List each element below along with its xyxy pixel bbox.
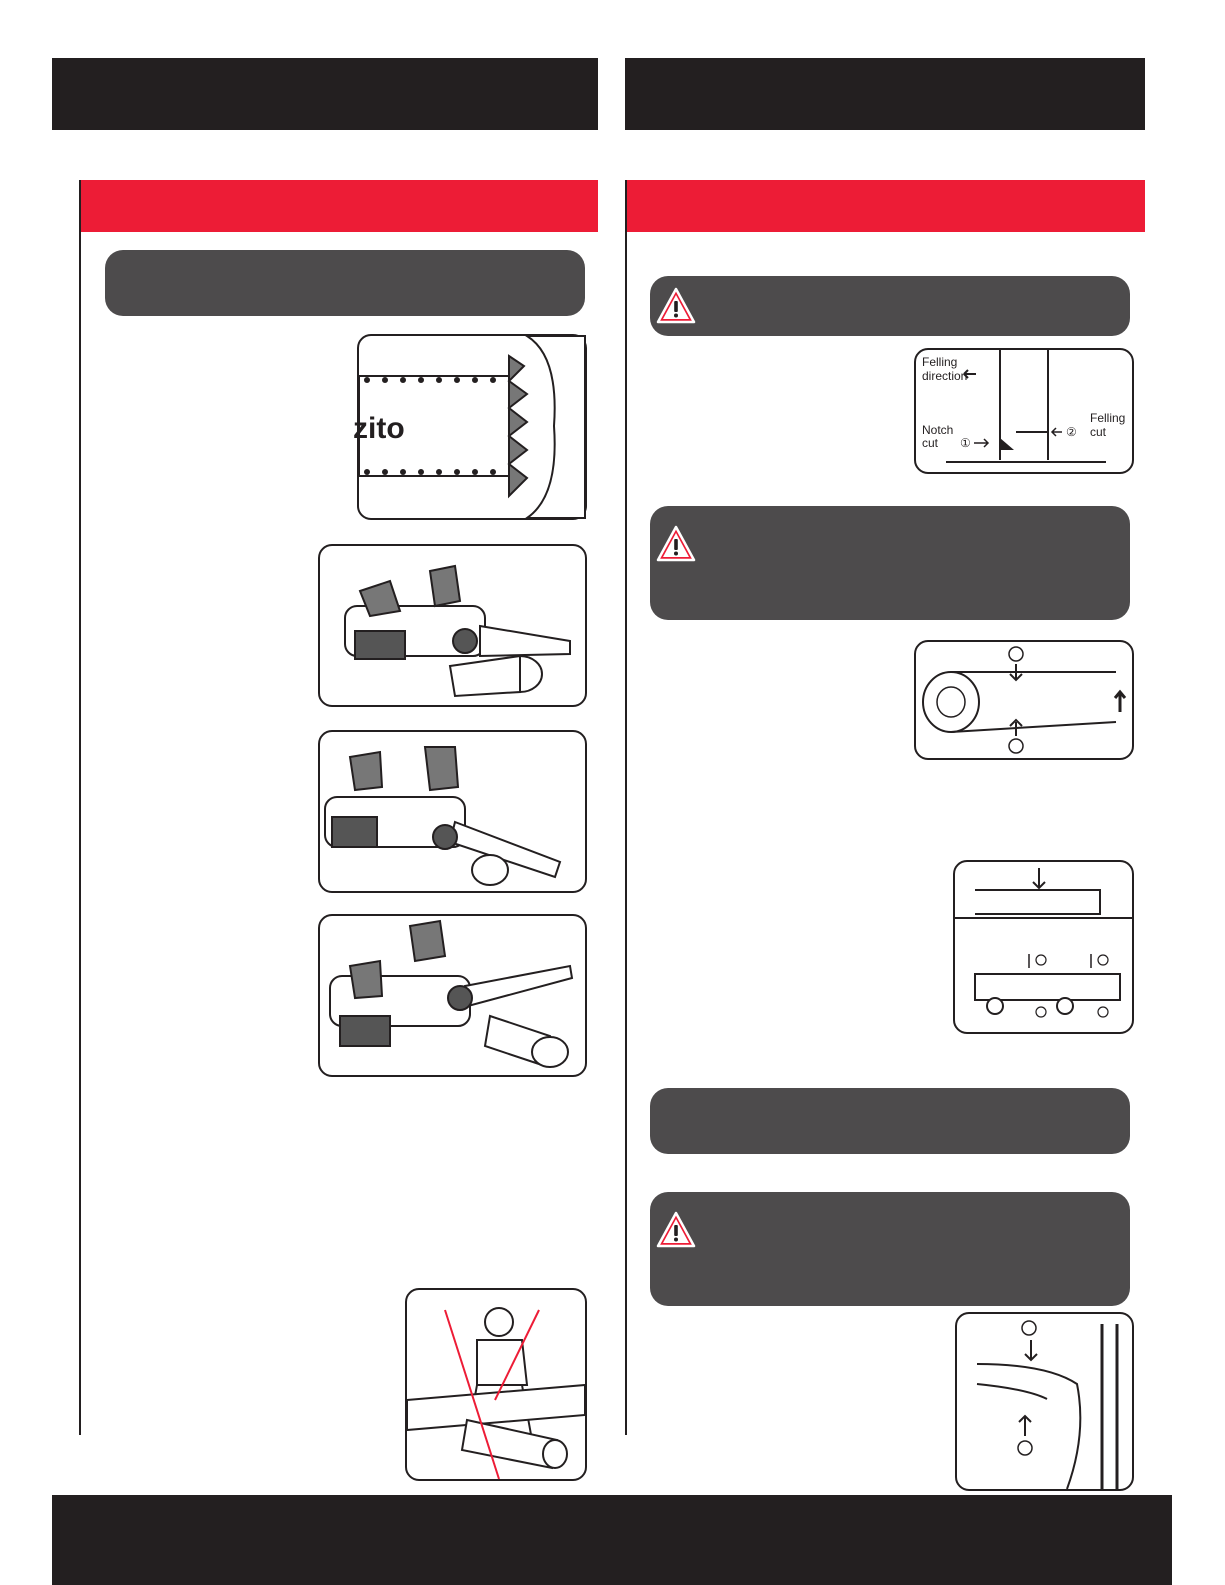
left-column-rule (79, 180, 81, 1435)
chainsaw-cutting-figure-1 (318, 544, 587, 707)
felling-cut-label-1: Felling (1090, 411, 1126, 425)
operator-stance-figure (405, 1288, 587, 1481)
left-section-header (80, 180, 598, 232)
left-page-header-bar (52, 58, 598, 130)
felling-direction-label-2: direction (922, 369, 968, 383)
right-column-rule (625, 180, 627, 1435)
chainsaw-cutting-figure-2 (318, 730, 587, 893)
warning-triangle-icon (656, 1210, 696, 1250)
left-subheading-pill (105, 250, 585, 316)
right-section-header (625, 180, 1145, 232)
chainsaw-cutting-figure-3 (318, 914, 587, 1077)
felling-cut-label-2: cut (1090, 425, 1107, 439)
marker-1: ① (960, 436, 971, 450)
warning-pill-3 (650, 1192, 1130, 1306)
limb-cutting-figure (955, 1312, 1134, 1491)
warning-triangle-icon (656, 524, 696, 564)
log-under-tension-figure (914, 640, 1134, 760)
felling-diagram-figure (914, 348, 1134, 474)
bumper-spike-figure (353, 334, 587, 520)
notch-cut-label-2: cut (922, 436, 939, 450)
right-page-header-bar (625, 58, 1145, 130)
warning-triangle-icon (656, 286, 696, 326)
log-support-figure (953, 860, 1134, 1034)
felling-direction-label-1: Felling (922, 355, 958, 369)
marker-2: ② (1066, 425, 1077, 439)
notch-cut-label-1: Notch (922, 423, 954, 437)
footer-bar (52, 1495, 1172, 1585)
svg-text:zito: zito (353, 412, 405, 445)
subheading-pill-right (650, 1088, 1130, 1154)
warning-pill-1 (650, 276, 1130, 336)
warning-pill-2 (650, 506, 1130, 620)
